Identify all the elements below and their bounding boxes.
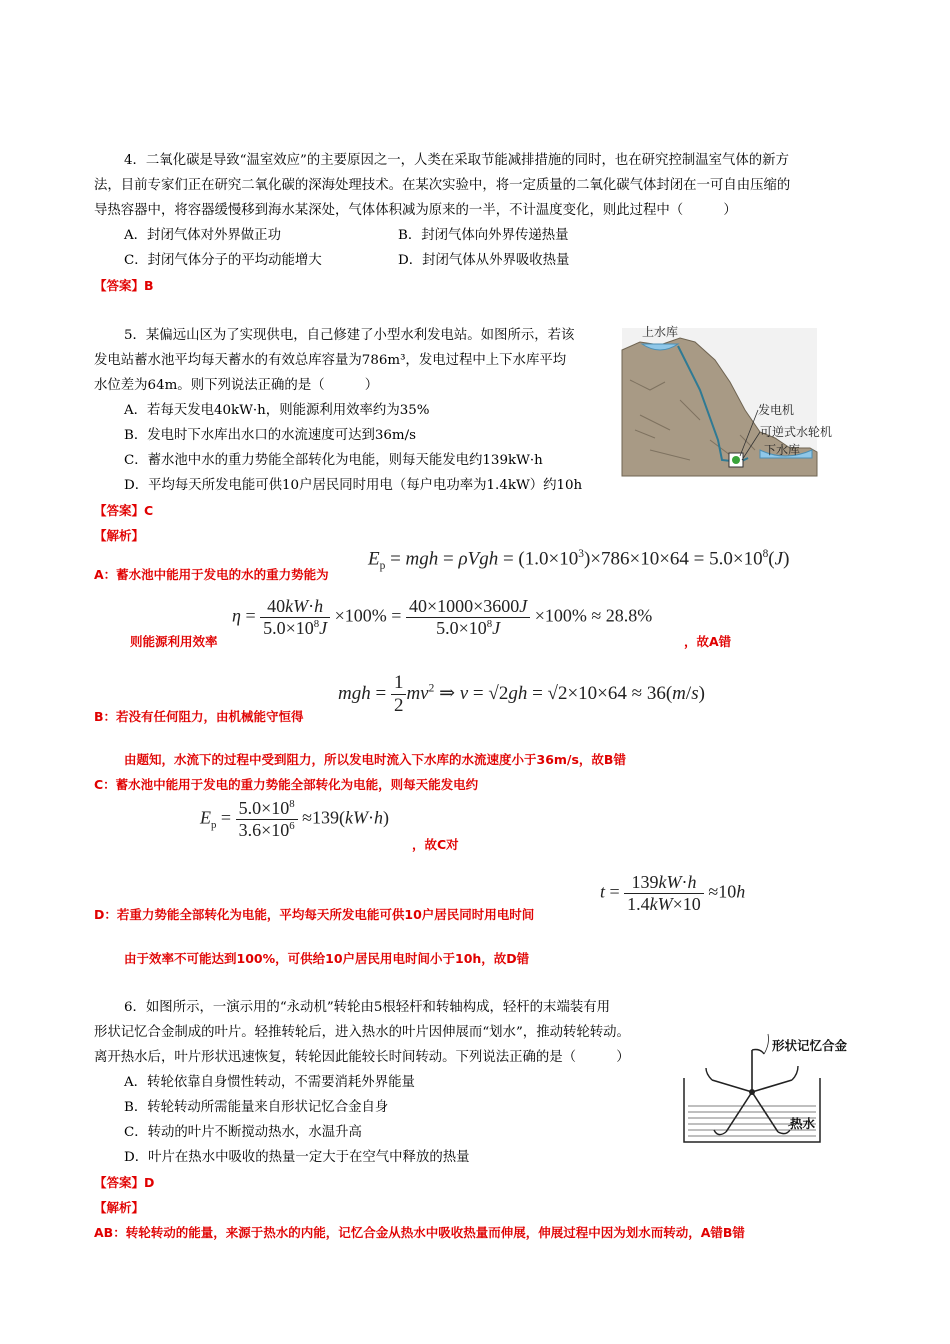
q6-option-c: C．转动的叶片不断搅动热水，水温升高: [124, 1125, 362, 1140]
q5-option-a: A．若每天发电40kW·h，则能源利用效率约为35%: [124, 403, 430, 418]
q5-solution-a-efficiency-label: 则能源利用效率: [130, 634, 218, 649]
q5-stem-line1: 5．某偏远山区为了实现供电，自己修建了小型水利发电站。如图所示，若该: [124, 328, 575, 343]
label-hot-water: 热水: [790, 1116, 816, 1131]
label-generator: 发电机: [758, 403, 795, 417]
q4-option-d: D．封闭气体从外界吸收热量: [398, 253, 570, 268]
q6-stem-line1: 6．如图所示，一演示用的“永动机”转轮由5根轻杆和转轴构成，轻杆的末端装有用: [124, 1000, 611, 1015]
equation-efficiency: η = $\frac{40kW\cdot h}{5.0\times 10^8J}$ ×100% = $\frac{40\times 1000\times 3600J}{5.0\times 10^8J}$ ×100% ≈ 28.8%: [232, 596, 653, 638]
q4-stem-line2: 法，目前专家们正在研究二氧化碳的深海处理技术。在某次实验中，将一定质量的二氧化碳气体封闭在一可自由压缩的: [94, 178, 791, 193]
label-turbine: 可逆式水轮机: [760, 425, 833, 439]
q5-analysis-label: 【解析】: [94, 528, 145, 543]
q4-option-b: B．封闭气体向外界传递热量: [398, 228, 569, 243]
q6-analysis-label: 【解析】: [94, 1200, 145, 1215]
q4-stem-line3: 导热容器中，将容器缓慢移到海水某深处，气体体积减为原来的一半，不计温度变化，则此过程中（ ）: [94, 203, 737, 218]
memory-alloy-wheel-figure: [680, 1030, 870, 1148]
q5-solution-b-text: B：若没有任何阻力，由机械能守恒得: [94, 709, 304, 724]
q5-solution-d-text: D：若重力势能全部转化为电能，平均每天所发电能可供10户居民同时用电时间: [94, 907, 535, 922]
q5-stem-line2: 发电站蓄水池平均每天蓄水的有效总库容量为786m³，发电过程中上下水库平均: [94, 353, 567, 368]
q5-solution-b-conclusion: 由题知，水流下的过程中受到阻力，所以发电时流入下水库的水流速度小于36m/s，故B错: [124, 752, 626, 767]
label-memory-alloy: 形状记忆合金: [772, 1038, 848, 1053]
q5-solution-d-conclusion: 由于效率不可能达到100%，可供给10户居民用电时间小于10h，故D错: [124, 951, 530, 966]
q5-solution-a-conclusion: ，故A错: [684, 634, 732, 649]
q6-option-a: A．转轮依靠自身惯性转动，不需要消耗外界能量: [124, 1075, 415, 1090]
equation-time: t = $\frac{139kW\cdot h}{1.4kW\times 10}$ ≈10h: [600, 872, 746, 914]
q6-option-d: D．叶片在热水中吸收的热量一定大于在空气中释放的热量: [124, 1150, 470, 1165]
label-lower-reservoir: 下水库: [764, 443, 801, 457]
label-upper-reservoir: 上水库: [642, 325, 679, 339]
q6-stem-line3: 离开热水后，叶片形状迅速恢复，转轮因此能较长时间转动。下列说法正确的是（ ）: [94, 1050, 630, 1065]
q4-option-c: C．封闭气体分子的平均动能增大: [124, 253, 322, 268]
q5-option-b: B．发电时下水库出水口的水流速度可达到36m/s: [124, 428, 416, 443]
q4-stem-line1: 4．二氧化碳是导致“温室效应”的主要原因之一，人类在采取节能减排措施的同时，也在研究控制温室气体的新方: [124, 153, 789, 168]
q5-option-d: D．平均每天所发电能可供10户居民同时用电（每户电功率为1.4kW）约10h: [124, 478, 583, 493]
q5-solution-c-text: C：蓄水池中能用于发电的重力势能全部转化为电能，则每天能发电约: [94, 777, 479, 792]
q5-solution-c-conclusion: ，故C对: [412, 837, 459, 852]
equation-velocity: mgh = $\frac{1}{2}$ $mv^2$ ⇒ v = √2gh = √2×10×64 ≈ 36(m/s): [338, 672, 705, 716]
q6-solution-ab: AB：转轮转动的能量，来源于热水的内能，记忆合金从热水中吸收热量而伸展，伸展过程中因为划水而转动，A错B错: [94, 1225, 745, 1240]
equation-energy-kwh: $E_p$ = $\frac{5.0\times 10^8}{3.6\times 10^6}$ ≈139(kW·h): [200, 798, 389, 840]
turbine-icon: [732, 456, 740, 464]
q5-solution-a-text: A：蓄水池中能用于发电的水的重力势能为: [94, 567, 329, 582]
q5-option-c: C．蓄水池中水的重力势能全部转化为电能，则每天能发电约139kW·h: [124, 453, 543, 468]
q6-option-b: B．转轮转动所需能量来自形状记忆合金自身: [124, 1100, 389, 1115]
q4-option-a: A．封闭气体对外界做正功: [124, 228, 281, 243]
equation-ep-value: $E_p$ = mgh = $\rho Vgh = (1.0\times 10^3)\times 786\times 10\times 64 = 5.0\times 10^8(J)$: [368, 548, 790, 573]
q6-answer: 【答案】D: [94, 1175, 155, 1190]
wheel-axle: [749, 1089, 755, 1095]
q4-answer: 【答案】B: [94, 278, 154, 293]
leader-alloy: [764, 1034, 769, 1054]
q6-stem-line2: 形状记忆合金制成的叶片。轻推转轮后，进入热水的叶片因伸展而“划水”，推动转轮转动。: [94, 1025, 630, 1040]
q5-answer: 【答案】C: [94, 503, 154, 518]
hydro-station-figure: [620, 320, 860, 478]
q5-stem-line3: 水位差为64m。则下列说法正确的是（ ）: [94, 378, 379, 393]
